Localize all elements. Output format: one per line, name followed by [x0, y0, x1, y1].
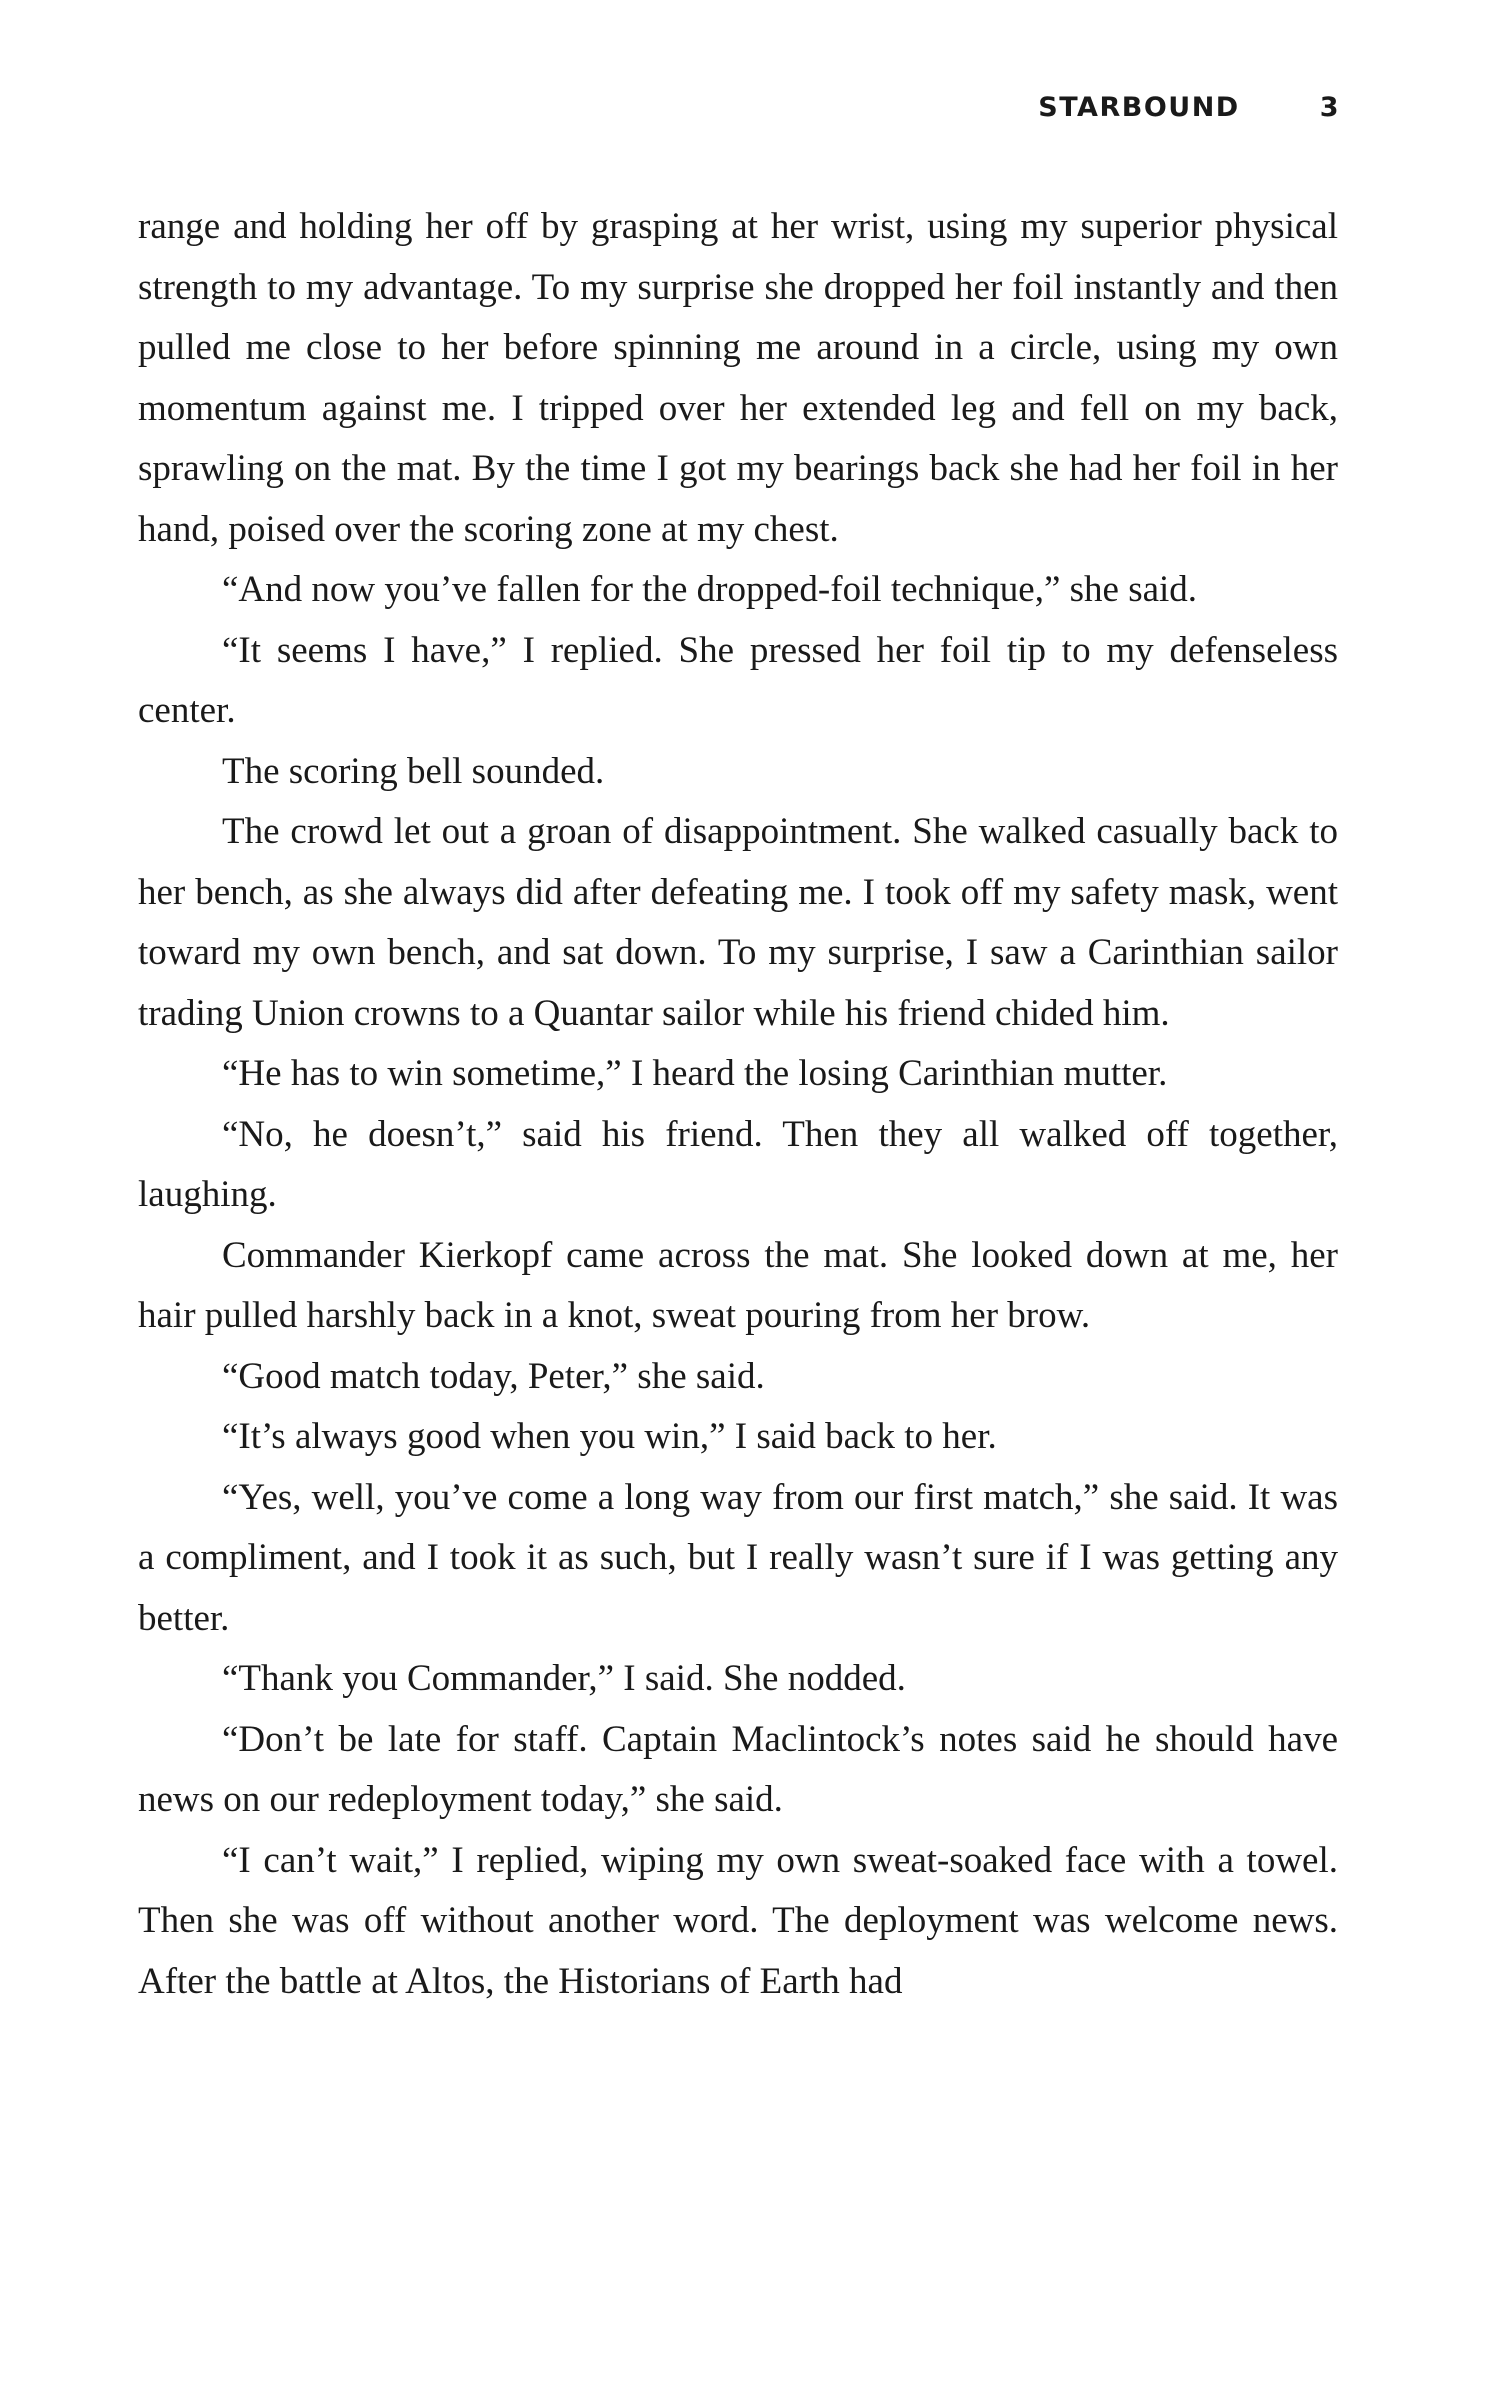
paragraph: range and holding her off by grasping at her wrist, using my superior physical strength to my advantage. To my surprise she dropped her foil instantly and then pulled me close to her before spinning me around in a circle, using my own momentum against me. I tripped over her extended leg and fell on my back, sprawling on the mat. By the time I got my bearings back she had her foil in her hand, poised over the scoring zone at my chest. [138, 206, 1338, 550]
running-head [1038, 92, 1340, 123]
paragraph: The scoring bell sounded. [222, 750, 605, 792]
page-number: 3 [1319, 92, 1340, 123]
paragraph: “And now you’ve fallen for the dropped-foil technique,” she said. [222, 569, 1198, 610]
paragraph: The crowd let out a groan of disappointment. She walked casually back to her bench, as she always did after defeating me. I took off my safety mask, went toward my own bench, and sat down. To my surprise, I saw a Carinthian sailor trading Union crowns to a Quantar sailor while his friend chided him. [138, 811, 1338, 1034]
paragraph: “It’s always good when you win,” I said back to her. [222, 1416, 997, 1457]
paragraph: Commander Kierkopf came across the mat. She looked down at me, her hair pulled harshly back in a knot, sweat pouring from her brow. [138, 1234, 1338, 1336]
paragraph: “Yes, well, you’ve come a long way from our first match,” she said. It was a compliment, and I took it as such, but I really wasn’t sure if I was getting any better. [138, 1476, 1338, 1639]
paragraph: “No, he doesn’t,” said his friend. Then they all walked off together, laughing. [138, 1113, 1338, 1215]
paragraph: “Good match today, Peter,” she said. [222, 1355, 765, 1397]
paragraph: “It seems I have,” I replied. She pressed her foil tip to my defenseless center. [138, 629, 1338, 731]
paragraph: “He has to win sometime,” I heard the losing Carinthian mutter. [222, 1053, 1168, 1094]
body-text [138, 197, 1338, 2012]
paragraph: “Thank you Commander,” I said. She nodded. [222, 1658, 906, 1699]
paragraph: “I can’t wait,” I replied, wiping my own sweat-soaked face with a towel. Then she was off without another word. The deployment was welcome news. After the battle at Altos, the Historians of Earth had [138, 1839, 1338, 2002]
running-title: STARBOUND [1038, 92, 1240, 123]
paragraph: “Don’t be late for staff. Captain Maclintock’s notes said he should have news on our redeployment today,” she said. [138, 1718, 1338, 1820]
